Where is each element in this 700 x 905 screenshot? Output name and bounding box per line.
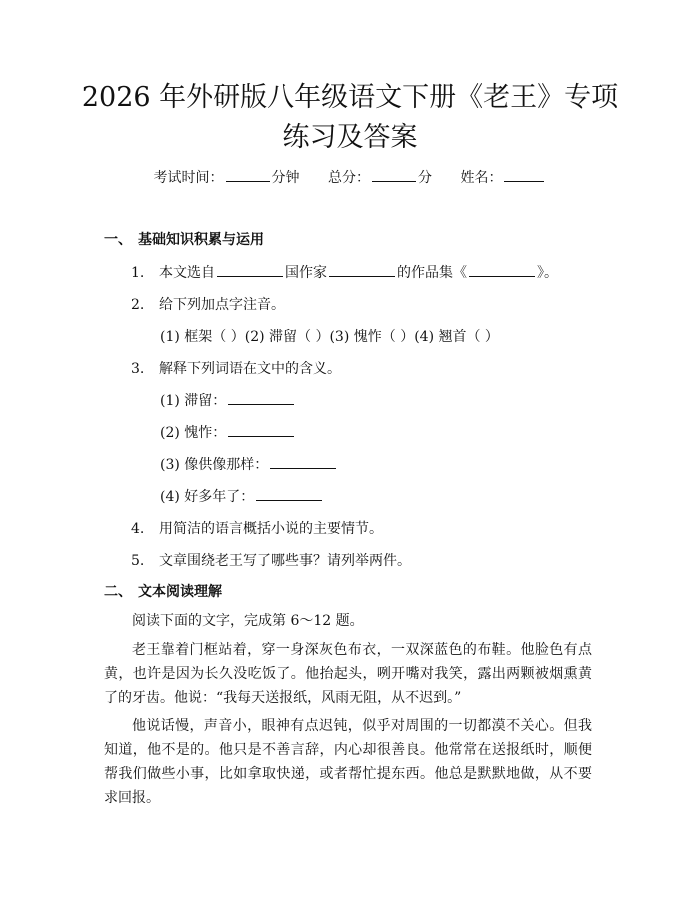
- question-4-number: 4.: [131, 521, 145, 537]
- sub-label: (3) 像供像那样：: [160, 457, 269, 473]
- title-line-1: 2026 年外研版八年级语文下册《老王》专项: [81, 82, 619, 113]
- question-1-text-c: 的作品集《: [397, 265, 467, 281]
- time-unit: 分钟: [271, 170, 300, 186]
- section-2-title: 文本阅读理解: [138, 584, 222, 600]
- exam-time: [154, 170, 304, 186]
- question-5-text: 文章围绕老王写了哪些事？请列举两件。: [159, 553, 411, 569]
- sub-label: (1) 滞留：: [160, 393, 227, 409]
- answer-blank[interactable]: [228, 435, 294, 437]
- exam-meta: [0, 167, 700, 187]
- question-1-number: 1.: [131, 265, 145, 281]
- answer-blank[interactable]: [469, 275, 535, 277]
- sub-label: (4) 好多年了：: [160, 489, 255, 505]
- question-3: [131, 358, 341, 378]
- page-title: [60, 78, 640, 158]
- answer-blank[interactable]: [329, 275, 395, 277]
- question-2: [131, 294, 285, 314]
- title-line-2: 练习及答案: [282, 122, 418, 153]
- question-5: [131, 550, 411, 570]
- question-4-text: 用简洁的语言概括小说的主要情节。: [159, 521, 383, 537]
- question-4: [131, 518, 383, 538]
- question-2-options: (1) 框架（ ）(2) 滞留（ ）(3) 愧怍（ ）(4) 翘首（ ）: [160, 329, 499, 345]
- name-label: 姓名：: [460, 170, 503, 186]
- total-score: [328, 170, 436, 186]
- answer-blank[interactable]: [270, 467, 336, 469]
- question-2-number: 2.: [131, 297, 145, 313]
- time-blank[interactable]: [226, 180, 270, 182]
- question-3-sub-3: [160, 454, 338, 474]
- sub-label: (2) 愧怍：: [160, 425, 227, 441]
- question-1: [131, 262, 558, 282]
- section-1-title: 基础知识积累与运用: [138, 232, 264, 248]
- question-3-number: 3.: [131, 361, 145, 377]
- answer-blank[interactable]: [256, 499, 322, 501]
- section-1-heading: [104, 229, 264, 249]
- question-1-text-d: 》。: [537, 265, 558, 281]
- question-1-text-a: 本文选自: [159, 265, 215, 281]
- passage-paragraph-1: 老王靠着门框站着，穿一身深灰色布衣，一双深蓝色的布鞋。他脸色有点黄，也许是因为长久没吃饭了。他抬起头，咧开嘴对我笑，露出两颗被烟熏黄了的牙齿。他说：“我每天送报纸，风雨无阻，从不迟到。”: [104, 642, 592, 706]
- name-blank[interactable]: [504, 180, 544, 182]
- question-5-number: 5.: [131, 553, 145, 569]
- time-label: 考试时间：: [153, 170, 224, 186]
- reading-instruction: 阅读下面的文字，完成第 6～12 题。: [132, 613, 364, 629]
- score-blank[interactable]: [372, 180, 416, 182]
- score-unit: 分: [418, 170, 432, 186]
- question-2-text: 给下列加点字注音。: [159, 297, 285, 313]
- section-2-number: 二、: [104, 584, 132, 600]
- student-name: [460, 170, 546, 186]
- score-label: 总分：: [328, 170, 370, 186]
- answer-blank[interactable]: [217, 275, 283, 277]
- section-1-number: 一、: [104, 232, 132, 248]
- answer-blank[interactable]: [228, 403, 294, 405]
- question-3-sub-1: [160, 390, 296, 410]
- question-3-sub-2: [160, 422, 296, 442]
- question-1-text-b: 国作家: [285, 265, 327, 281]
- question-3-text: 解释下列词语在文中的含义。: [159, 361, 341, 377]
- passage-paragraph-2: 他说话慢，声音小，眼神有点迟钝，似乎对周围的一切都漠不关心。但我知道，他不是的。他只是不善言辞，内心却很善良。他常常在送报纸时，顺便帮我们做些小事，比如拿取快递，或者帮忙提东西。他总是默默地做，从不要求回报。: [104, 718, 592, 806]
- question-3-sub-4: [160, 486, 324, 506]
- section-2-heading: [104, 581, 222, 601]
